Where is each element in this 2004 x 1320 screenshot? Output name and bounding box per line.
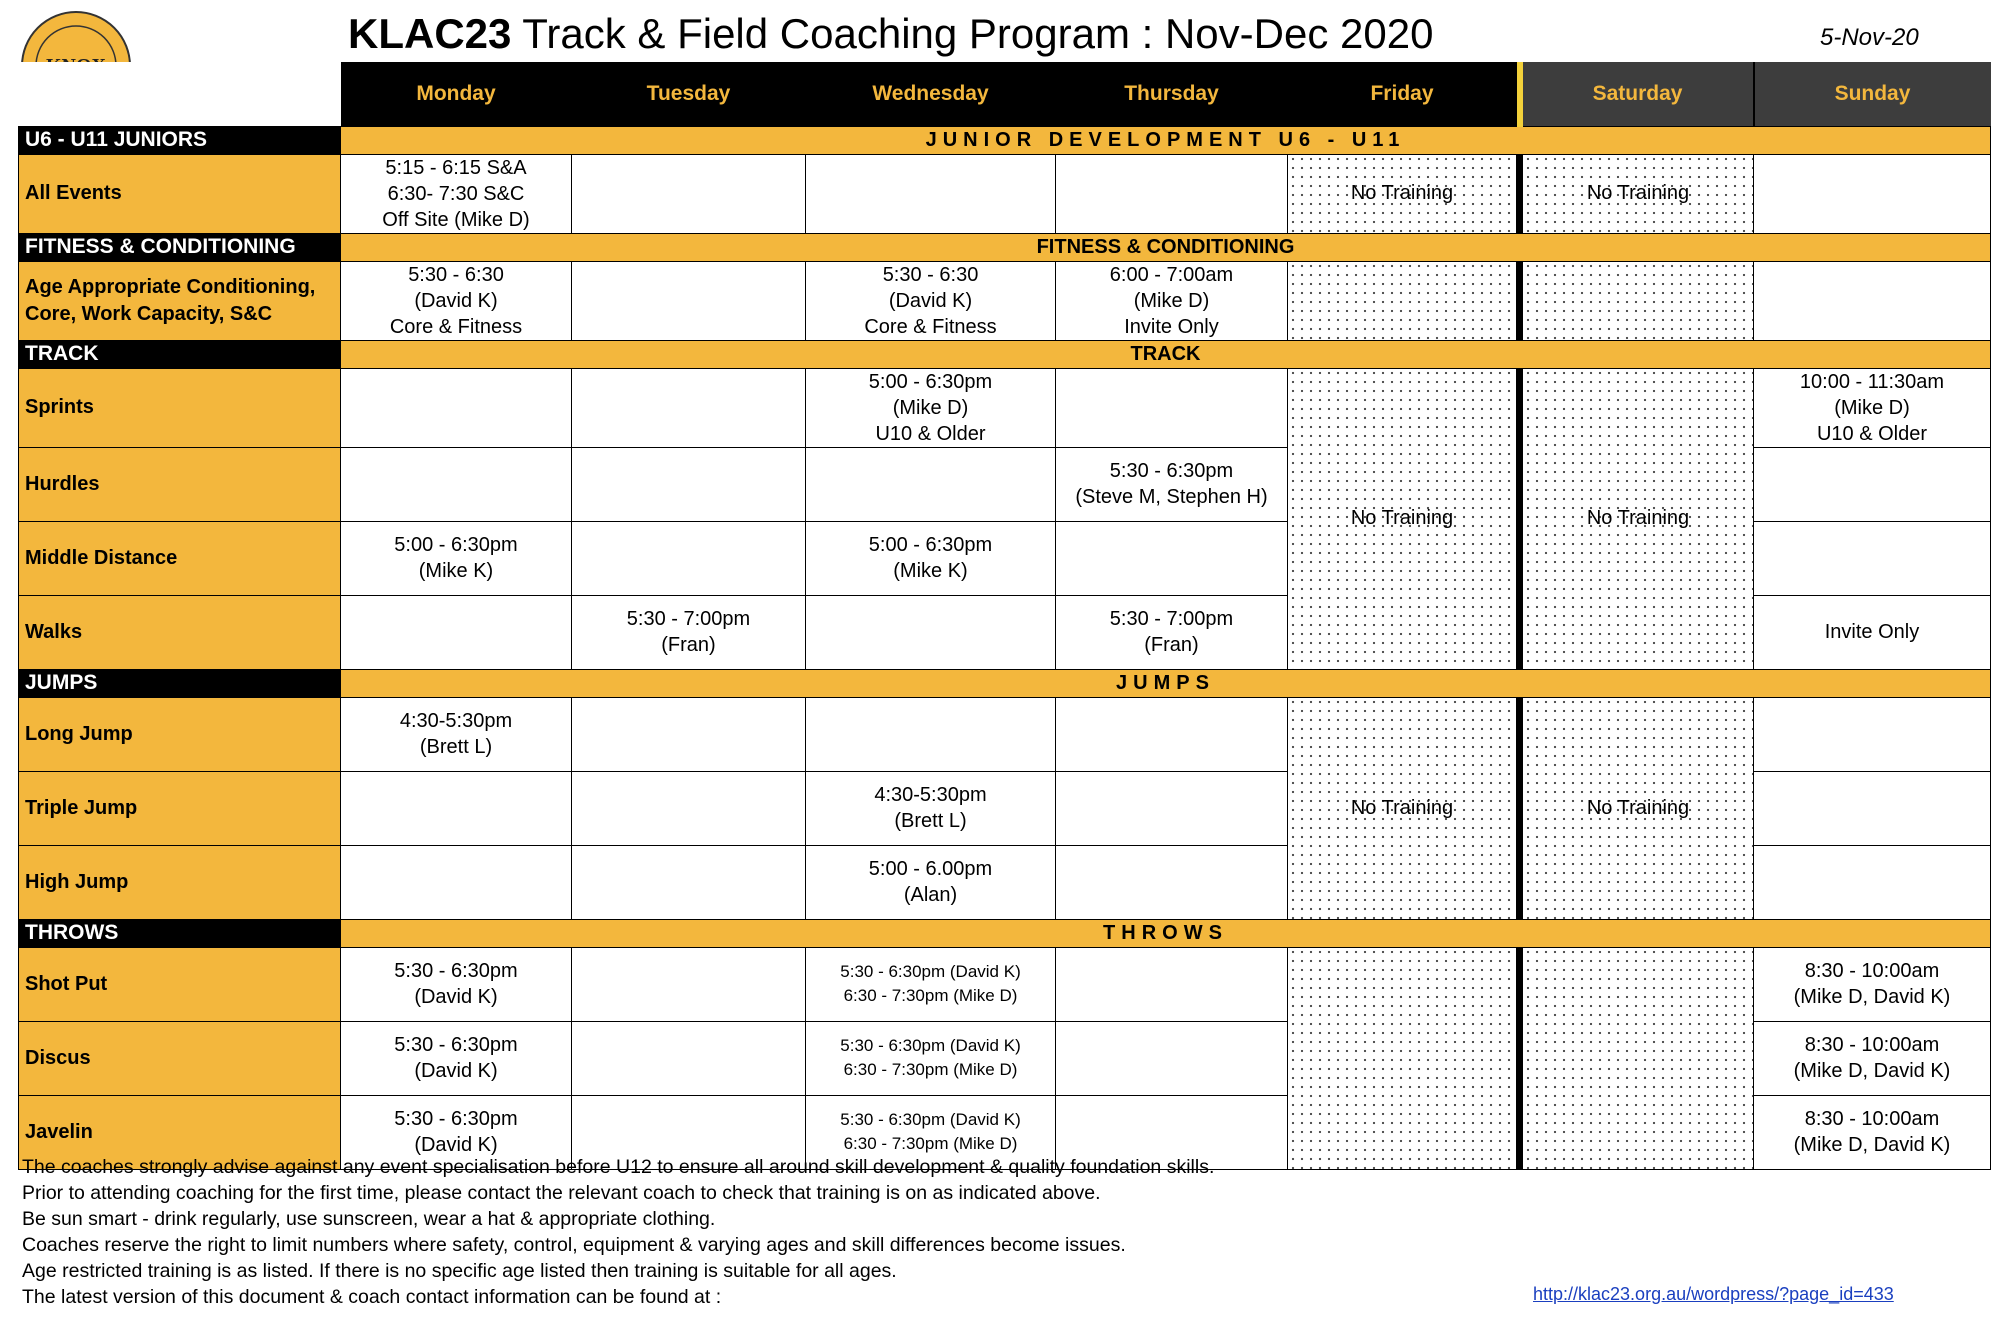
section-bar: FITNESS & CONDITIONING bbox=[341, 233, 1991, 261]
notes bbox=[22, 1154, 1214, 1310]
row-label: High Jump bbox=[19, 845, 341, 919]
cell-mon: 5:30 - 6:30pm (David K) bbox=[341, 1095, 572, 1169]
cell-wed: 5:30 - 6:30pm (David K) 6:30 - 7:30pm (Mike D) bbox=[806, 1021, 1056, 1095]
document-date: 5-Nov-20 bbox=[1820, 24, 1919, 51]
cell-wed bbox=[806, 447, 1056, 521]
section-fitness bbox=[19, 233, 1991, 261]
day-monday: Monday bbox=[341, 62, 572, 126]
note: The latest version of this document & coach contact information can be found at : bbox=[22, 1286, 722, 1308]
cell-sun bbox=[1754, 845, 1991, 919]
cell-sun: 8:30 - 10:00am (Mike D, David K) bbox=[1754, 1095, 1991, 1169]
row-label: All Events bbox=[19, 154, 341, 233]
cell-thu bbox=[1056, 368, 1288, 447]
row-label: Walks bbox=[19, 595, 341, 669]
cell-mon bbox=[341, 771, 572, 845]
note: Prior to attending coaching for the first time, please contact the relevant coach to check that training is on as indicated above. bbox=[22, 1182, 1101, 1204]
cell-mon bbox=[341, 595, 572, 669]
section-label: JUMPS bbox=[19, 669, 341, 697]
cell-mon: 5:30 - 6:30 (David K) Core & Fitness bbox=[341, 261, 572, 340]
note: The coaches strongly advise against any event specialisation before U12 to ensure all around skill development & quality foundation skills. bbox=[22, 1156, 1215, 1178]
cell-tue: 5:30 - 7:00pm (Fran) bbox=[572, 595, 806, 669]
cell-tue bbox=[572, 261, 806, 340]
no-training-sat: No Training bbox=[1520, 154, 1754, 233]
cell-sun bbox=[1754, 771, 1991, 845]
row-label: Sprints bbox=[19, 368, 341, 447]
day-friday: Friday bbox=[1288, 62, 1520, 126]
day-thursday: Thursday bbox=[1056, 62, 1288, 126]
row-label: Shot Put bbox=[19, 947, 341, 1021]
document-link[interactable]: http://klac23.org.au/wordpress/?page_id=433 bbox=[1533, 1284, 1894, 1304]
cell-wed: 5:00 - 6:30pm (Mike K) bbox=[806, 521, 1056, 595]
row-label: Long Jump bbox=[19, 697, 341, 771]
cell-thu bbox=[1056, 154, 1288, 233]
row-label: Age Appropriate Conditioning, Core, Work Capacity, S&C bbox=[19, 261, 341, 340]
cell-tue bbox=[572, 947, 806, 1021]
cell-tue bbox=[572, 368, 806, 447]
day-header-row bbox=[19, 62, 1991, 126]
cell-mon bbox=[341, 368, 572, 447]
cell-tue bbox=[572, 697, 806, 771]
section-label: THROWS bbox=[19, 919, 341, 947]
cell-thu: 6:00 - 7:00am (Mike D) Invite Only bbox=[1056, 261, 1288, 340]
note: Be sun smart - drink regularly, use sunscreen, wear a hat & appropriate clothing. bbox=[22, 1208, 716, 1230]
cell-sun bbox=[1754, 261, 1991, 340]
section-label: U6 - U11 JUNIORS bbox=[19, 126, 341, 154]
cell-mon: 4:30-5:30pm (Brett L) bbox=[341, 697, 572, 771]
no-training-sat: No Training bbox=[1520, 368, 1754, 669]
row-label: Discus bbox=[19, 1021, 341, 1095]
row-label: Javelin bbox=[19, 1095, 341, 1169]
cell-thu bbox=[1056, 697, 1288, 771]
cell-thu bbox=[1056, 771, 1288, 845]
section-bar: JUMPS bbox=[341, 669, 1991, 697]
cell-mon: 5:00 - 6:30pm (Mike K) bbox=[341, 521, 572, 595]
note: Age restricted training is as listed. If there is no specific age listed then training is suitable for all ages. bbox=[22, 1260, 897, 1282]
cell-mon: 5:15 - 6:15 S&A 6:30- 7:30 S&C Off Site (Mike D) bbox=[341, 154, 572, 233]
section-jumps bbox=[19, 669, 1991, 697]
section-bar: THROWS bbox=[341, 919, 1991, 947]
cell-tue bbox=[572, 447, 806, 521]
row-long-jump bbox=[19, 697, 1991, 771]
cell-sun: Invite Only bbox=[1754, 595, 1991, 669]
cell-wed: 5:30 - 6:30 (David K) Core & Fitness bbox=[806, 261, 1056, 340]
cell-tue bbox=[572, 771, 806, 845]
cell-sun: 8:30 - 10:00am (Mike D, David K) bbox=[1754, 1021, 1991, 1095]
cell-thu bbox=[1056, 845, 1288, 919]
section-label: TRACK bbox=[19, 340, 341, 368]
cell-sun bbox=[1754, 447, 1991, 521]
cell-wed: 5:00 - 6:30pm (Mike D) U10 & Older bbox=[806, 368, 1056, 447]
cell-sun bbox=[1754, 154, 1991, 233]
cell-thu: 5:30 - 7:00pm (Fran) bbox=[1056, 595, 1288, 669]
cell-tue bbox=[572, 521, 806, 595]
row-label: Triple Jump bbox=[19, 771, 341, 845]
section-bar: TRACK bbox=[341, 340, 1991, 368]
no-training-sat: No Training bbox=[1520, 697, 1754, 919]
cell-wed bbox=[806, 595, 1056, 669]
cell-mon: 5:30 - 6:30pm (David K) bbox=[341, 1021, 572, 1095]
cell-wed bbox=[806, 154, 1056, 233]
row-conditioning bbox=[19, 261, 1991, 340]
cell-tue bbox=[572, 1021, 806, 1095]
title-bold: KLAC23 bbox=[348, 10, 512, 57]
day-tuesday: Tuesday bbox=[572, 62, 806, 126]
schedule-table bbox=[18, 62, 1991, 1170]
cell-wed: 5:30 - 6:30pm (David K) 6:30 - 7:30pm (Mike D) bbox=[806, 947, 1056, 1021]
cell-sun bbox=[1754, 697, 1991, 771]
section-throws bbox=[19, 919, 1991, 947]
dotted-sat bbox=[1520, 947, 1754, 1169]
dotted-sat bbox=[1520, 261, 1754, 340]
cell-mon bbox=[341, 447, 572, 521]
cell-mon: 5:30 - 6:30pm (David K) bbox=[341, 947, 572, 1021]
dotted-fri bbox=[1288, 947, 1520, 1169]
cell-thu: 5:30 - 6:30pm (Steve M, Stephen H) bbox=[1056, 447, 1288, 521]
cell-mon bbox=[341, 845, 572, 919]
section-bar: JUNIOR DEVELOPMENT U6 - U11 bbox=[341, 126, 1991, 154]
cell-thu bbox=[1056, 521, 1288, 595]
row-label: Hurdles bbox=[19, 447, 341, 521]
cell-thu bbox=[1056, 947, 1288, 1021]
no-training-fri: No Training bbox=[1288, 154, 1520, 233]
section-juniors bbox=[19, 126, 1991, 154]
section-label: FITNESS & CONDITIONING bbox=[19, 233, 341, 261]
dotted-fri bbox=[1288, 261, 1520, 340]
cell-sun: 8:30 - 10:00am (Mike D, David K) bbox=[1754, 947, 1991, 1021]
cell-wed: 4:30-5:30pm (Brett L) bbox=[806, 771, 1056, 845]
cell-sun: 10:00 - 11:30am (Mike D) U10 & Older bbox=[1754, 368, 1991, 447]
cell-thu bbox=[1056, 1021, 1288, 1095]
page-title bbox=[348, 10, 1433, 58]
cell-wed: 5:30 - 6:30pm (David K) 6:30 - 7:30pm (Mike D) bbox=[806, 1095, 1056, 1169]
cell-wed bbox=[806, 697, 1056, 771]
day-saturday: Saturday bbox=[1520, 62, 1754, 126]
day-sunday: Sunday bbox=[1754, 62, 1991, 126]
cell-wed: 5:00 - 6.00pm (Alan) bbox=[806, 845, 1056, 919]
cell-tue bbox=[572, 154, 806, 233]
cell-tue bbox=[572, 845, 806, 919]
no-training-fri: No Training bbox=[1288, 368, 1520, 669]
row-all-events bbox=[19, 154, 1991, 233]
day-wednesday: Wednesday bbox=[806, 62, 1056, 126]
cell-sun bbox=[1754, 521, 1991, 595]
row-sprints bbox=[19, 368, 1991, 447]
note: Coaches reserve the right to limit numbers where safety, control, equipment & varying ages and skill differences become issues. bbox=[22, 1234, 1126, 1256]
row-label: Middle Distance bbox=[19, 521, 341, 595]
row-shot-put bbox=[19, 947, 1991, 1021]
no-training-fri: No Training bbox=[1288, 697, 1520, 919]
section-track bbox=[19, 340, 1991, 368]
title-rest: Track & Field Coaching Program : Nov-Dec 2020 bbox=[511, 10, 1434, 57]
